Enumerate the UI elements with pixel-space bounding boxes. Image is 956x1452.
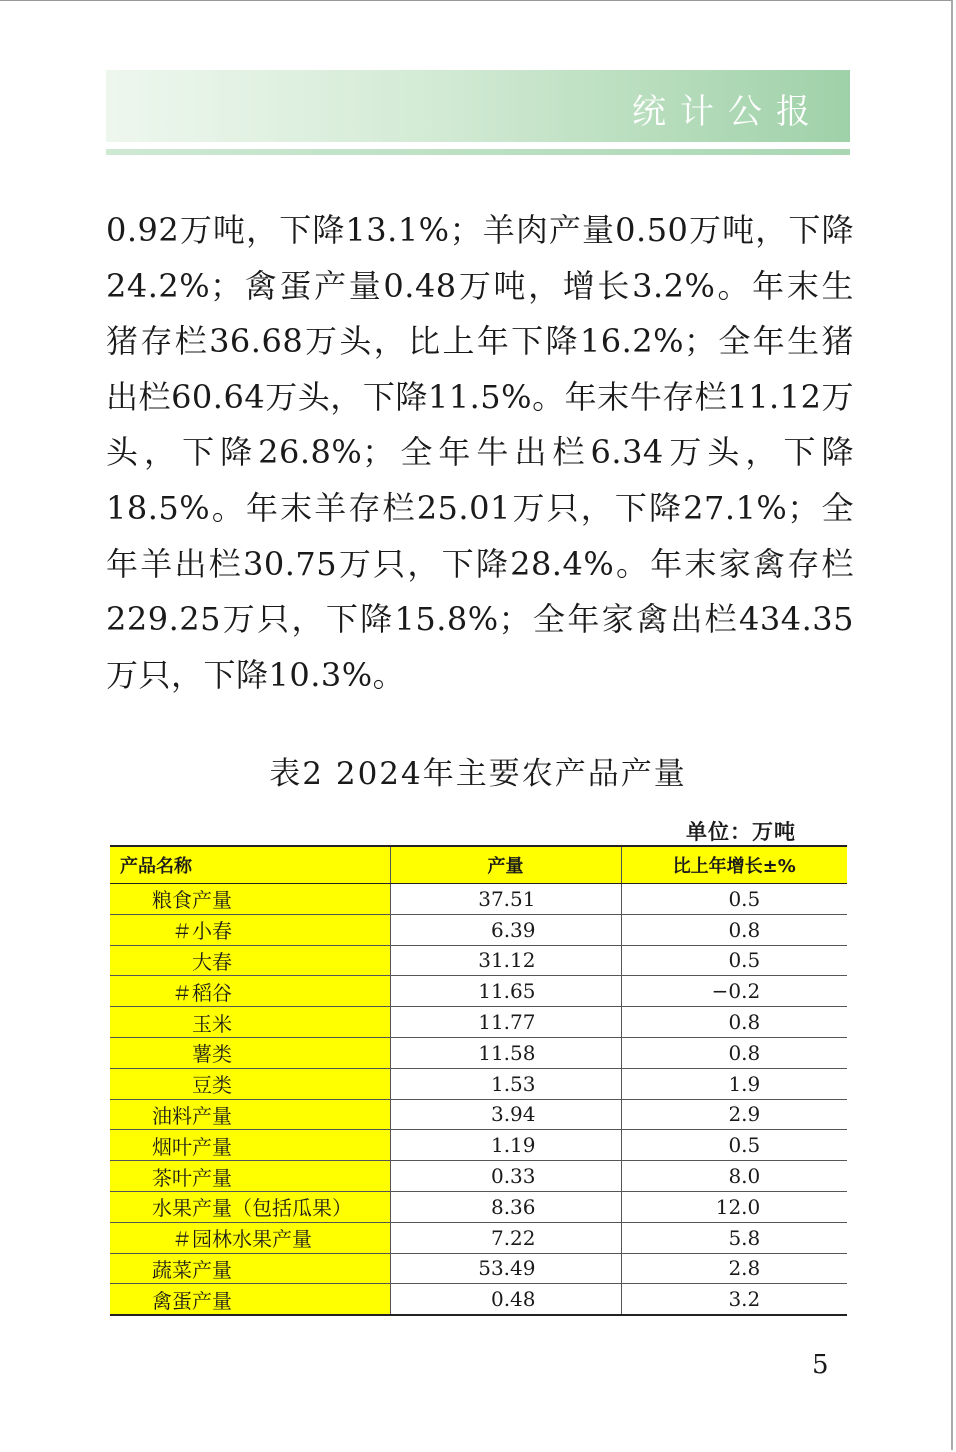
row-value: 31.12 <box>390 945 621 976</box>
row-change: 12.0 <box>621 1191 847 1222</box>
table-title: 表2 2024年主要农产品产量 <box>269 756 687 792</box>
table-row <box>110 1099 847 1130</box>
table-row <box>110 945 847 976</box>
table-row <box>110 1068 847 1099</box>
row-value: 37.51 <box>390 884 621 915</box>
row-value: 1.53 <box>390 1068 621 1099</box>
row-name: 大春 <box>110 945 390 976</box>
row-name: 豆类 <box>110 1068 390 1099</box>
row-name: 薯类 <box>110 1037 390 1068</box>
header-product-name: 产品名称 <box>110 846 390 884</box>
row-name: 禽蛋产量 <box>110 1284 390 1315</box>
row-name: 烟叶产量 <box>110 1130 390 1161</box>
row-name: ＃园林水果产量 <box>110 1222 390 1253</box>
row-change: 0.8 <box>621 914 847 945</box>
row-value: 11.58 <box>390 1037 621 1068</box>
table-row <box>110 884 847 915</box>
row-name: 玉米 <box>110 1007 390 1038</box>
row-value: 53.49 <box>390 1253 621 1284</box>
row-name: 水果产量（包括瓜果） <box>110 1191 390 1222</box>
table-row <box>110 976 847 1007</box>
row-change: 1.9 <box>621 1068 847 1099</box>
row-value: 3.94 <box>390 1099 621 1130</box>
header-title: 统计公报 <box>632 92 824 132</box>
row-change: 0.5 <box>621 1130 847 1161</box>
header-divider <box>106 149 850 155</box>
row-value: 1.19 <box>390 1130 621 1161</box>
table-row <box>110 1130 847 1161</box>
row-change: 8.0 <box>621 1161 847 1192</box>
row-name: 茶叶产量 <box>110 1161 390 1192</box>
row-change: −0.2 <box>621 976 847 1007</box>
row-value: 6.39 <box>390 914 621 945</box>
table-row <box>110 1191 847 1222</box>
row-name: ＃稻谷 <box>110 976 390 1007</box>
row-value: 11.65 <box>390 976 621 1007</box>
table-row <box>110 1037 847 1068</box>
table-row <box>110 1253 847 1284</box>
row-change: 0.5 <box>621 884 847 915</box>
table-row <box>110 1161 847 1192</box>
row-change: 0.5 <box>621 945 847 976</box>
row-value: 0.48 <box>390 1284 621 1315</box>
row-name: 蔬菜产量 <box>110 1253 390 1284</box>
row-name: 粮食产量 <box>110 884 390 915</box>
row-value: 7.22 <box>390 1222 621 1253</box>
row-change: 5.8 <box>621 1222 847 1253</box>
row-change: 2.9 <box>621 1099 847 1130</box>
row-change: 2.8 <box>621 1253 847 1284</box>
header-output: 产量 <box>390 846 621 884</box>
row-value: 0.33 <box>390 1161 621 1192</box>
row-name: 油料产量 <box>110 1099 390 1130</box>
row-change: 0.8 <box>621 1037 847 1068</box>
table-row <box>110 914 847 945</box>
header-band <box>106 70 850 142</box>
row-change: 0.8 <box>621 1007 847 1038</box>
row-name: ＃小春 <box>110 914 390 945</box>
body-paragraph: 0.92万吨，下降13.1%；羊肉产量0.50万吨，下降24.2%；禽蛋产量0.48万吨，增长3.2%。年末生猪存栏36.68万头，比上年下降16.2%；全年生猪出栏60.64万头，下降11.5%。年末牛存栏11.12万头，下降26.8%；全年牛出栏6.34万头，下降18.5%。年末羊存栏25.01万只，下降27.1%；全年羊出栏30.75万只，下降28.4%。年末家禽存栏229.25万只，下降15.8%；全年家禽出栏434.35万只，下降10.3%。 <box>106 211 854 694</box>
page-number: 5 <box>812 1350 829 1380</box>
header-growth: 比上年增长±% <box>621 846 847 884</box>
table-row <box>110 1284 847 1315</box>
table-row <box>110 1222 847 1253</box>
row-change: 3.2 <box>621 1284 847 1315</box>
table-unit-label: 单位：万吨 <box>686 820 796 844</box>
production-table <box>110 845 847 1316</box>
table-header-row <box>110 846 847 884</box>
row-value: 11.77 <box>390 1007 621 1038</box>
row-value: 8.36 <box>390 1191 621 1222</box>
table-row <box>110 1007 847 1038</box>
